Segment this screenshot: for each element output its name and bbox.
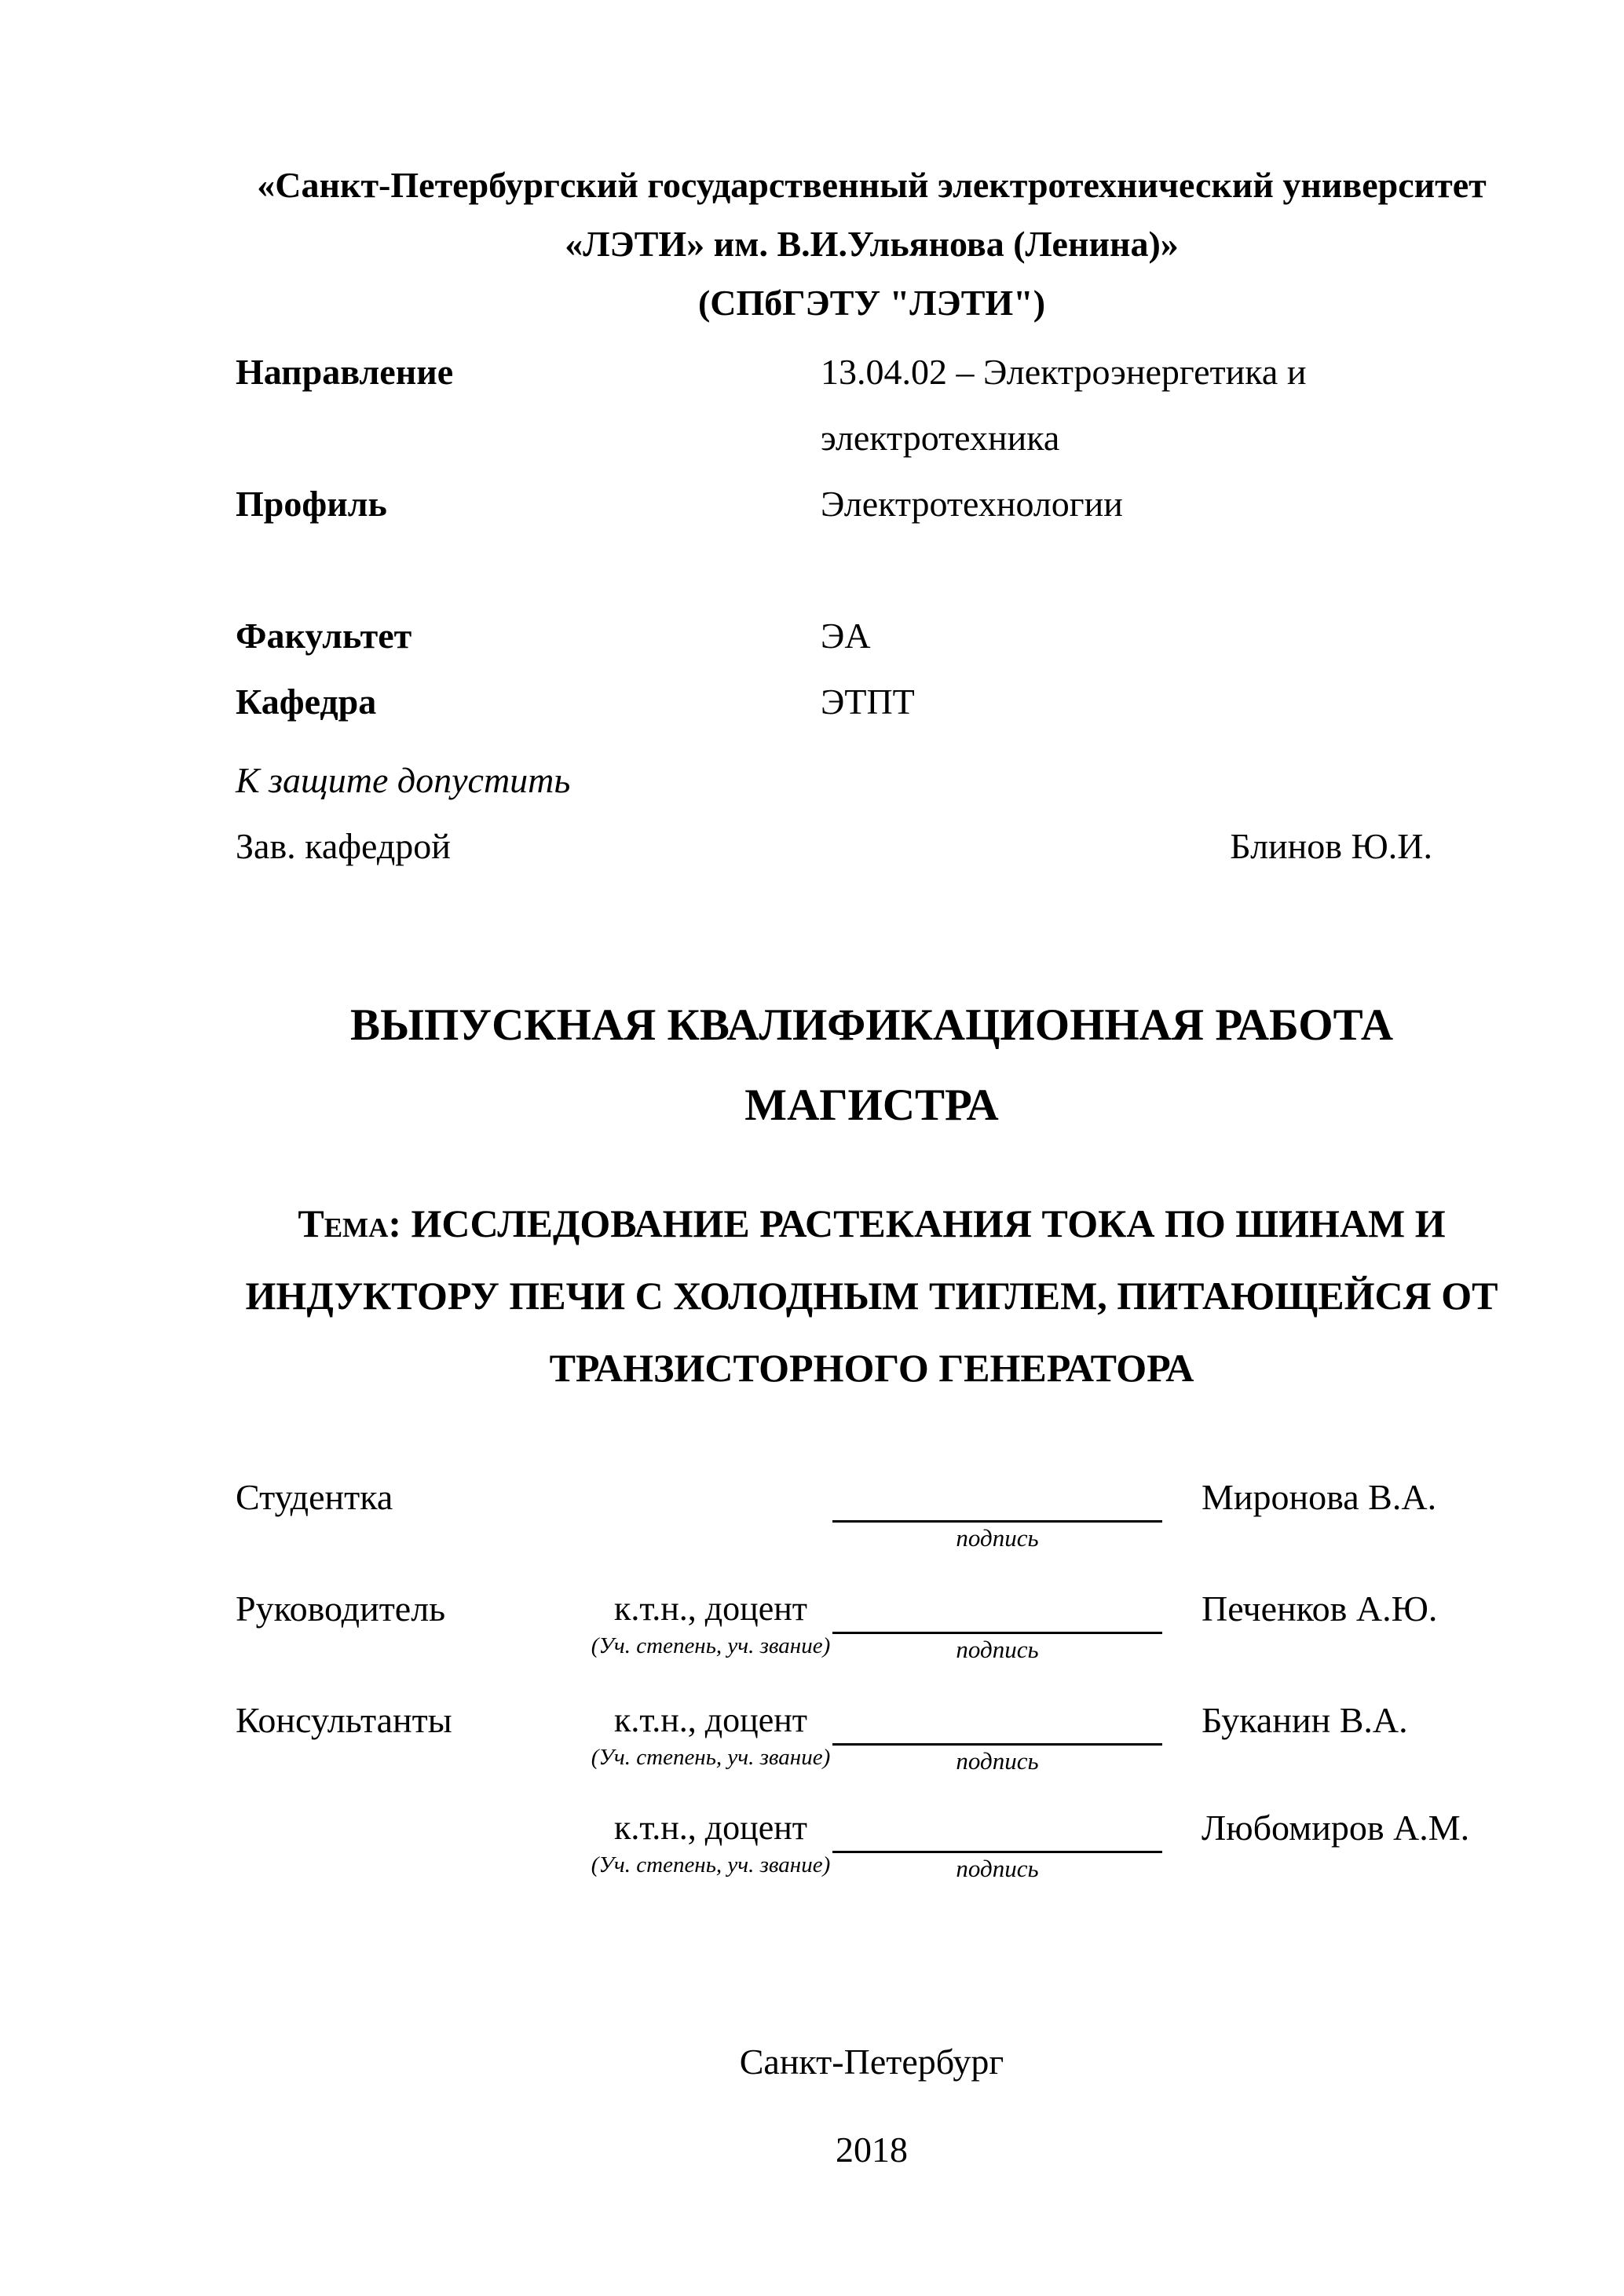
- signature-caption: подпись: [956, 1524, 1039, 1552]
- signature-line: [832, 1698, 1162, 1746]
- city: Санкт-Петербург: [739, 2042, 1004, 2082]
- profile-value: Электротехнологии: [821, 484, 1123, 524]
- degree-caption: (Уч. степень, уч. звание): [591, 1633, 831, 1658]
- student-name: Миронова В.А.: [1202, 1477, 1437, 1517]
- consultant-2-name: Любомиров А.М.: [1202, 1808, 1470, 1848]
- program-info-section: [236, 339, 1508, 735]
- faculty-value: ЭА: [821, 616, 871, 656]
- thesis-title: [236, 985, 1508, 1146]
- consultant-2-degree-cell: [589, 1805, 832, 1885]
- signatures-section: [236, 1475, 1508, 1885]
- faculty-label: Факультет: [236, 616, 412, 656]
- consultant-2-role-spacer: [236, 1805, 589, 1885]
- degree-caption: (Уч. степень, уч. звание): [591, 1852, 831, 1877]
- department-label: Кафедра: [236, 682, 377, 722]
- signature-row-consultant-2: [236, 1805, 1508, 1885]
- signature-caption: подпись: [956, 1855, 1039, 1882]
- signature-row-student: [236, 1475, 1508, 1554]
- signature-line: [832, 1805, 1162, 1853]
- admission-section: [236, 748, 1508, 879]
- head-of-department-name: Блинов Ю.И.: [1230, 826, 1432, 866]
- head-of-department-label: Зав. кафедрой: [236, 826, 451, 866]
- university-line-1: «Санкт-Петербургский государственный электротехнический университет: [257, 165, 1487, 205]
- consultant-2-degree: к.т.н., доцент: [613, 1808, 808, 1847]
- student-role-label: Студентка: [236, 1477, 393, 1517]
- signature-caption: подпись: [956, 1747, 1039, 1775]
- signature-row-supervisor: [236, 1586, 1508, 1665]
- thesis-title-line-2: МАГИСТРА: [744, 1080, 999, 1130]
- thesis-title-line-1: ВЫПУСКНАЯ КВАЛИФИКАЦИОННАЯ РАБОТА: [349, 1000, 1393, 1050]
- supervisor-role-label: Руководитель: [236, 1589, 446, 1629]
- theme-text-2: ИНДУКТОРУ ПЕЧИ С ХОЛОДНЫМ ТИГЛЕМ, ПИТАЮЩЕЙСЯ ОТ: [245, 1274, 1498, 1318]
- theme-label: Тема:: [298, 1201, 401, 1245]
- department-value: ЭТПТ: [821, 682, 915, 722]
- admission-row: [236, 813, 1508, 879]
- consultants-role-label: Консультанты: [236, 1700, 452, 1740]
- supervisor-name: Печенков А.Ю.: [1202, 1589, 1438, 1629]
- consultant-1-signature-cell: [832, 1698, 1162, 1777]
- university-line-2: «ЛЭТИ» им. В.И.Ульянова (Ленина)»: [565, 224, 1179, 264]
- supervisor-degree: к.т.н., доцент: [613, 1589, 808, 1628]
- direction-label: Направление: [236, 352, 454, 392]
- consultant-2-signature-cell: [832, 1805, 1162, 1885]
- signature-line: [832, 1586, 1162, 1634]
- consultant-1-degree: к.т.н., доцент: [613, 1701, 808, 1739]
- theme-line-1: [236, 1187, 1508, 1260]
- theme-section: [236, 1187, 1508, 1404]
- footer: [236, 2018, 1508, 2194]
- theme-text-1: ИССЛЕДОВАНИЕ РАСТЕКАНИЯ ТОКА ПО ШИНАМ И: [411, 1201, 1446, 1245]
- info-row-direction: [236, 339, 1508, 471]
- university-header: [236, 155, 1508, 332]
- consultant-1-degree-cell: [589, 1698, 832, 1777]
- supervisor-degree-cell: [589, 1586, 832, 1665]
- signature-row-consultant-1: [236, 1698, 1508, 1777]
- year: 2018: [836, 2130, 908, 2170]
- degree-caption: (Уч. степень, уч. звание): [591, 1745, 831, 1770]
- theme-text-3: ТРАНЗИСТОРНОГО ГЕНЕРАТОРА: [549, 1346, 1194, 1390]
- info-row-faculty: [236, 603, 1508, 669]
- student-degree-cell: [589, 1475, 832, 1554]
- consultant-1-name: Буканин В.А.: [1202, 1700, 1408, 1740]
- direction-value: 13.04.02 – Электроэнергетика и электротехника: [821, 352, 1307, 458]
- info-row-profile: [236, 471, 1508, 537]
- signature-caption: подпись: [956, 1636, 1039, 1663]
- info-row-department: [236, 669, 1508, 735]
- university-line-3: (СПбГЭТУ "ЛЭТИ"): [697, 283, 1046, 323]
- signature-line: [832, 1475, 1162, 1523]
- admission-note: К защите допустить: [236, 760, 571, 800]
- profile-label: Профиль: [236, 484, 387, 524]
- student-signature-cell: [832, 1475, 1162, 1554]
- supervisor-signature-cell: [832, 1586, 1162, 1665]
